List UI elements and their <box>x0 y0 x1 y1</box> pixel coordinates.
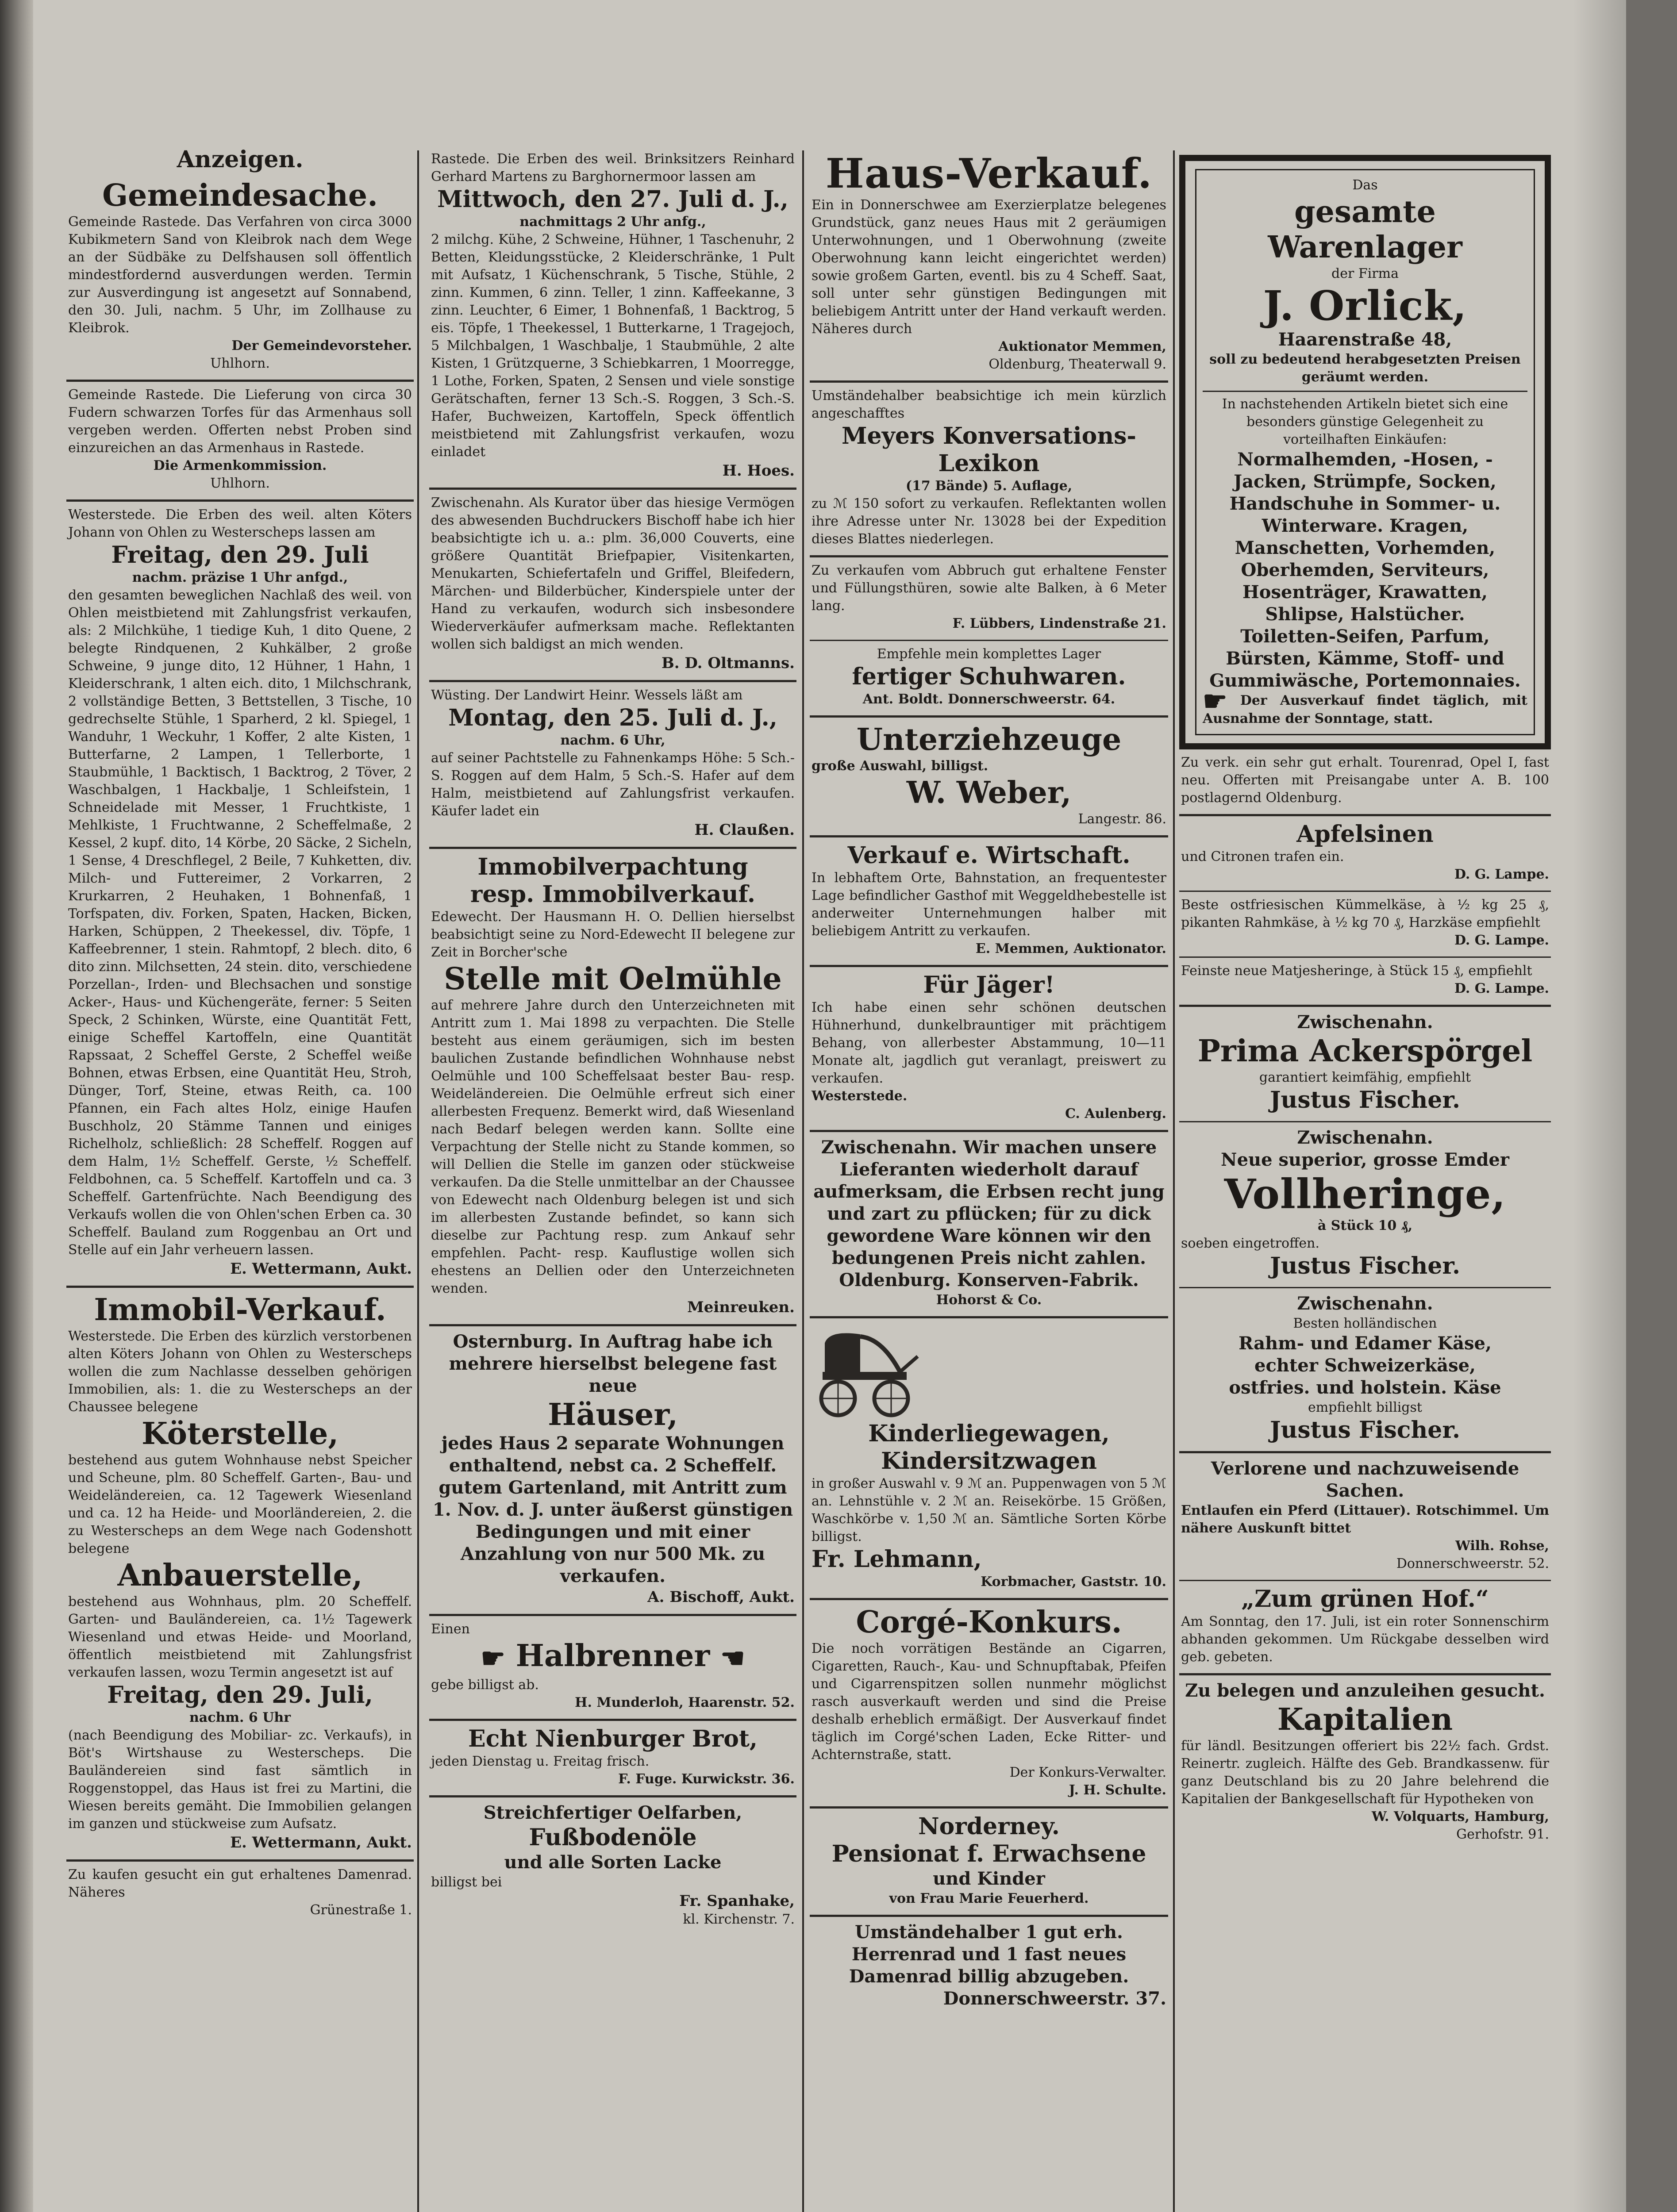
ad-signature: D. G. Lampe. <box>1454 867 1549 882</box>
ad-signature: Meinreuken. <box>687 1298 795 1316</box>
ad-place: Zwischenahn. <box>1297 1127 1433 1148</box>
ad-haeuser <box>429 1326 796 1616</box>
ad-signature-firm: Hohorst & Co. <box>936 1292 1042 1308</box>
section-title: Anzeigen. <box>177 146 304 173</box>
pointing-hand-icon: ☛ <box>481 1642 505 1674</box>
ad-halbrenner <box>429 1616 796 1721</box>
ad-unterziehzeuge <box>810 718 1168 837</box>
ad-signature: H. Munderloh, Haarenstr. 52. <box>575 1694 795 1710</box>
ad-place: Westerstede. <box>812 1088 908 1104</box>
ad-note-text: Der Ausverkauf findet täglich, mit Ausnahme der Sonntage, statt. <box>1203 693 1527 726</box>
ad-body: in großer Auswahl v. 9 ℳ an. Puppenwagen von 5 ℳ an. Lehnstühle v. 2 ℳ an. Reisekörbe. 15 Größen, Waschkörbe v. 1,50 ℳ an. Sämtliche Sorten Körbe billigst. <box>812 1476 1166 1544</box>
ad-body: billigst bei <box>431 1874 502 1890</box>
ad-price: à Stück 10 ₰, <box>1317 1218 1413 1233</box>
ad-signature: E. Memmen, Auktionator. <box>975 941 1166 956</box>
ad-intro: Osternburg. In Auftrag habe ich mehrere hierselbst belegene fast neue <box>449 1331 777 1396</box>
ad-body: Entlaufen ein Pferd (Littauer). Rotschimmel. Um nähere Auskunft bittet <box>1181 1503 1549 1536</box>
ad-address: Donnerschweerstr. 52. <box>1396 1556 1549 1571</box>
ad-item-body: bestehend aus gutem Wohnhause nebst Speicher und Scheune, plm. 80 Scheffelf. Garten-, Bau- und Weideländereien, ca. 12 Tagewerk Wiesenland und ca. 12 ha Heide- und Moorländereien, 2. die zu Westerscheps an dem Wege nach Godenshott belegene <box>68 1452 412 1556</box>
ad-address: Langestr. 86. <box>1078 811 1166 827</box>
ad-items: Normalhemden, -Hosen, -Jacken, Strümpfe, Socken, Handschuhe in Sommer- u. Winterware. Kragen, Manschetten, Vorhemden, Oberhemden, Serviteurs, Hosenträger, Krawatten, Shlipse, Halstücher. <box>1229 449 1501 625</box>
ad-title: Vollheringe, <box>1224 1170 1506 1218</box>
ad-time: nachm. 6 Uhr <box>189 1710 291 1725</box>
newspaper-page <box>33 0 1626 2212</box>
ad-apfelsinen <box>1179 816 1551 892</box>
ad-body: Besten holländischen <box>1293 1316 1437 1331</box>
ad-body: empfiehlt billigst <box>1308 1400 1422 1415</box>
pointing-hand-icon: ☚ <box>720 1642 745 1674</box>
ad-title: fertiger Schuhwaren. <box>852 663 1126 690</box>
ad-inner-frame <box>1195 169 1535 735</box>
ad-immobilverpachtung <box>429 849 796 1326</box>
ad-body: Am Sonntag, den 17. Juli, ist ein roter Sonnenschirm abhanden gekommen. Um Rückgabe desselben wird geb. gebeten. <box>1181 1614 1549 1665</box>
ad-body: gebe billigst ab. <box>431 1677 539 1693</box>
column-2 <box>429 146 796 2212</box>
ad-intro: Westerstede. Die Erben des weil. alten Köters Johann von Ohlen zu Westerscheps lassen am <box>68 507 412 540</box>
ad-body: für ländl. Besitzungen offeriert bis 22½ fach. Grdst. Reinertr. zugleich. Hälfte des Geb. Brandkassenw. für ganz Deutschland bis zu 20 Jahre belehrend die Kapitalien der Bankgesellschaft für Hypotheken von <box>1181 1738 1549 1807</box>
ad-title: Lexikon <box>938 450 1040 477</box>
ad-immobil-verkauf <box>66 1288 414 1862</box>
ad-line: und Kinder <box>933 1868 1045 1889</box>
ad-kaese-lampe <box>1179 892 1551 958</box>
ad-signature: E. Wettermann, Aukt. <box>230 1260 412 1278</box>
ad-damenrad <box>66 1862 414 1926</box>
ad-body: garantiert keimfähig, empfiehlt <box>1259 1070 1471 1085</box>
ad-verlorene-sachen <box>1179 1453 1551 1581</box>
ad-date: Montag, den 25. Juli d. J., <box>448 704 777 731</box>
ad-title: Haus-Verkauf. <box>825 150 1153 197</box>
ad-signature: Ant. Boldt. Donnerschweerstr. 64. <box>862 691 1115 707</box>
ad-address: Gerhofstr. 91. <box>1456 1827 1549 1842</box>
ad-signature: C. Aulenberg. <box>1065 1106 1166 1121</box>
column-4 <box>1179 146 1551 2212</box>
ad-signature: A. Bischoff, Aukt. <box>647 1588 795 1606</box>
ad-body: In lebhaftem Orte, Bahnstation, an frequentester Lage befindlicher Gasthof mit Weggeldhebestelle ist anderweiter Unternehmungen halber mit beliebigem Antritt zu verkaufen. <box>812 870 1166 939</box>
ad-date: Freitag, den 29. Juli <box>111 541 369 568</box>
ad-signature: Justus Fischer. <box>1269 1417 1461 1444</box>
ad-title: Meyers Konversations- <box>841 422 1137 449</box>
ad-nienburger-brot <box>429 1721 796 1797</box>
ad-signature: W. Volquarts, Hamburg, <box>1371 1809 1549 1824</box>
ad-body: auf mehrere Jahre durch den Unterzeichneten mit Antritt zum 1. Mai 1898 zu verpachten. Die Stelle besteht aus einem geräumigen, sich im besten baulichen Zustande befindlichen Wohnhause nebst Oelmühle und 100 Scheffelsaat bester Bau- resp. Weideländereien. Die Oelmühle erfreut sich einer allerbesten Frequenz. Bemerkt wird, daß Wiesenland nach Bedarf belegen werden kann. Sollte eine Verpachtung der Stelle nicht zu Stande kommen, so will Dellien die Stelle im ganzen oder stückweise verkaufen. Da die Stelle unmittelbar an der Chaussee von Edewecht nach Oldenburg belegen ist und sich im allerbesten Zustande befindet, so kann sich dieselbe zur Pachtung resp. zum Ankauf sehr empfehlen. Pacht- resp. Kauflustige wollen sich ehestens an Dellien oder den Unterzeichneten wenden. <box>431 998 795 1296</box>
ad-fuer-jaeger <box>810 967 1168 1132</box>
ad-signature: Justus Fischer. <box>1269 1087 1461 1114</box>
ad-date: Freitag, den 29. Juli, <box>107 1682 373 1709</box>
ad-items: Toiletten-Seifen, Parfum, Bürsten, Kämme, Stoff- und Gummiwäsche, Portemonnaies. <box>1209 626 1521 691</box>
ad-note <box>1203 685 1527 728</box>
ad-body: (nach Beendigung des Mobiliar- zc. Verkaufs), in Böt's Wirtshause zu Westerscheps. Die Bauländereien sind fast sämtlich in Roggenstoppel, das Haus ist frei zu Martini, die Wiesen bereits gemäht. Die Immobilien gelangen im ganzen und stückweise zum Aufsatz. <box>68 1728 412 1832</box>
ad-item-body: bestehend aus Wohnhaus, plm. 20 Scheffelf. Garten- und Bauländereien, ca. 1½ Tagewerk Wiesenland und etwas Heide- und Moorland, öffentlich meistbietend mit Zahlungsfrist verkaufen lassen, wozu Termin angesetzt ist auf <box>68 1594 412 1680</box>
pointing-hand-icon: ☛ <box>1203 685 1227 717</box>
ad-body: zu ℳ 150 sofort zu verkaufen. Reflektanten wollen ihre Adresse unter Nr. 13028 bei der Expedition dieses Blattes niederlegen. <box>812 496 1166 547</box>
ad-signature: Der Gemeindevorsteher. <box>231 338 412 353</box>
ad-torf <box>66 382 414 502</box>
ad-address: Haarenstraße 48, <box>1278 329 1452 350</box>
ad-time: nachmittags 2 Uhr anfg., <box>519 214 706 230</box>
ad-signature: D. G. Lampe. <box>1454 981 1549 996</box>
ad-martens-auction <box>429 146 796 490</box>
ad-body: jeden Dienstag u. Freitag frisch. <box>431 1753 650 1769</box>
ad-title: Norderney. <box>918 1813 1060 1840</box>
baby-carriage-icon <box>812 1325 922 1418</box>
ad-signature: Auktionator Memmen, <box>998 339 1166 354</box>
column-rule <box>417 150 419 2212</box>
ad-kapitalien <box>1179 1675 1551 1851</box>
ad-title: Verkauf e. Wirtschaft. <box>847 842 1131 869</box>
ad-firm-label: der Firma <box>1331 266 1399 281</box>
ad-signature: B. D. Oltmanns. <box>661 654 795 672</box>
ad-title: Apfelsinen <box>1296 821 1434 848</box>
ad-signature: H. Hoes. <box>722 462 795 480</box>
ad-title: Immobil-Verkauf. <box>94 1292 386 1328</box>
ad-intro: Edewecht. Der Hausmann H. O. Dellien hierselbst beabsichtigt seine zu Nord-Edewecht II belegene zur Zeit in Borcher'sche <box>431 909 795 960</box>
ad-intro: Wüsting. Der Landwirt Heinr. Wessels läßt am <box>431 687 743 703</box>
ad-signature-address: Oldenburg, Theaterwall 9. <box>989 357 1166 372</box>
ad-kinderwagen <box>810 1318 1168 1600</box>
column-3 <box>810 146 1168 2212</box>
scan-binding-edge <box>0 0 33 2212</box>
ad-oelfarben <box>429 1797 796 1936</box>
ad-title: Gemeindesache. <box>102 178 378 213</box>
column-rule <box>1173 150 1175 2212</box>
ad-title: „Zum grünen Hof.“ <box>1241 1586 1489 1613</box>
ad-line: Rahm- und Edamer Käse, <box>1239 1333 1492 1354</box>
ad-subtitle: (17 Bände) 5. Auflage, <box>905 478 1073 494</box>
ad-gruener-hof <box>1179 1581 1551 1675</box>
ad-ackerspoergel <box>1179 1007 1551 1122</box>
ad-title-row <box>431 1638 795 1676</box>
ad-body: Zwischenahn. Wir machen unsere Lieferanten wiederholt darauf aufmerksam, die Erbsen recht jung und zart zu pflücken; für zu dick gewordene Ware können wir den bedungenen Preis nicht zahlen. <box>813 1137 1165 1268</box>
ad-place: Zwischenahn. <box>1297 1012 1433 1033</box>
ad-signature-name: J. H. Schulte. <box>1069 1782 1166 1798</box>
ad-body: Zu verk. ein sehr gut erhalt. Tourenrad, Opel I, fast neu. Offerten mit Preisangabe unter A. B. 100 postlagernd Oldenburg. <box>1181 755 1549 806</box>
ad-schuhwaren <box>810 641 1168 718</box>
ad-line: soll zu bedeutend herabgesetzten Preisen geräumt werden. <box>1209 352 1521 385</box>
ad-signature: Fr. Lehmann, <box>812 1546 982 1573</box>
ad-body: auf seiner Pachtstelle zu Fahnenkamps Höhe: 5 Sch.-S. Roggen auf dem Halm, 5 Sch.-S. Hafer auf dem Halm, meistbietend auf Zahlungsfrist verkaufen. Käufer ladet ein <box>431 750 795 819</box>
ad-signature: Oldenburg. Konserven-Fabrik. <box>839 1270 1139 1290</box>
ad-signature: Wilh. Rohse, <box>1455 1538 1549 1554</box>
ad-fenster <box>810 557 1168 641</box>
ad-intro: Westerstede. Die Erben des kürzlich verstorbenen alten Köters Johann von Ohlen zu Westerscheps wollen die zum Nachlasse desselben gehörigen Immobilien, als: 1. die zu Westerscheps an der Chaussee belegene <box>68 1329 412 1415</box>
ad-signature: D. G. Lampe. <box>1454 933 1549 948</box>
ad-title: Kinderliegewagen, <box>868 1420 1110 1447</box>
ad-firm: J. Orlick, <box>1263 282 1467 330</box>
ad-title: Halbrenner <box>515 1638 710 1674</box>
ad-body: jedes Haus 2 separate Wohnungen enthaltend, nebst ca. 2 Scheffelf. gutem Gartenland, mit Antritt zum 1. Nov. d. J. unter äußerst günstigen Bedingungen und mit einer Anzahlung von nur 500 Mk. zu verkaufen. <box>432 1433 793 1586</box>
ad-tourenrad <box>1179 749 1551 816</box>
ad-address: Donnerschweerstr. 37. <box>943 1988 1166 2009</box>
column-rule <box>802 150 804 2212</box>
ad-signature: F. Fuge. Kurwickstr. 36. <box>618 1771 795 1787</box>
ad-signature: Fr. Spanhake, <box>679 1892 795 1910</box>
ad-small: Das <box>1352 177 1378 193</box>
ad-von-ohlen-auction <box>66 502 414 1288</box>
ad-body: große Auswahl, billigst. <box>812 758 989 774</box>
ad-body: soeben eingetroffen. <box>1181 1236 1320 1251</box>
ad-signature: F. Lübbers, Lindenstraße 21. <box>952 616 1166 631</box>
column-1 <box>66 146 414 2212</box>
ad-title: Häuser, <box>548 1397 678 1432</box>
ad-time: nachm. präzise 1 Uhr anfgd., <box>132 570 348 585</box>
ad-title: gesamte Warenlager <box>1268 194 1462 265</box>
ad-matjesheringe <box>1179 958 1551 1007</box>
ad-title: Kindersitzwagen <box>881 1448 1097 1475</box>
ad-body: Feinste neue Matjesheringe, à Stück 15 ₰, empfiehlt <box>1181 963 1532 979</box>
ad-signature: Der Konkurs-Verwalter. <box>1009 1765 1166 1780</box>
ad-body: und Citronen trafen ein. <box>1181 849 1344 864</box>
ad-place: Zwischenahn. <box>1297 1293 1433 1314</box>
ad-signature: W. Weber, <box>906 775 1072 810</box>
ad-intro: Umständehalber beabsichtige ich mein kürzlich angeschafftes <box>812 388 1166 421</box>
ad-body: Gemeinde Rastede. Die Lieferung von circa 30 Fudern schwarzen Torfes für das Armenhaus soll vergeben werden. Offerten nebst Proben sind einzureichen an das Armenhaus in Rastede. <box>68 387 412 456</box>
ad-haus-verkauf <box>810 146 1168 383</box>
ad-signature-name: Uhlhorn. <box>210 356 270 371</box>
ad-signature: E. Wettermann, Aukt. <box>230 1834 412 1851</box>
ad-title: Zu belegen und anzuleihen gesucht. <box>1185 1680 1545 1701</box>
ad-line: und alle Sorten Lacke <box>504 1851 722 1873</box>
ad-intro: Empfehle mein komplettes Lager <box>877 646 1101 662</box>
ad-item-title: Anbauerstelle, <box>117 1558 363 1593</box>
ad-body: Die noch vorrätigen Bestände an Cigarren, Cigaretten, Rauch-, Kau- und Schnupftabak, Pfeifen und Cigarrenspitzen sollen nunmehr möglichst rasch ausverkauft werden und sind die Preise deshalb erheblich ermäßigt. Der Ausverkauf findet täglich im Corgé'schen Laden, Ecke Ritter- und Achternstraße, statt. <box>812 1641 1166 1763</box>
ad-signature: Justus Fischer. <box>1269 1252 1461 1279</box>
ad-address: Korbmacher, Gaststr. 10. <box>981 1574 1166 1590</box>
ad-title: Unterziehzeuge <box>856 722 1122 757</box>
ad-title: Stelle mit Oelmühle <box>444 961 782 997</box>
ad-herrenrad <box>810 1917 1168 2017</box>
ad-title: Prima Ackerspörgel <box>1197 1033 1533 1069</box>
ad-title: Echt Nienburger Brot, <box>468 1725 758 1752</box>
page-shadow <box>1573 0 1626 2212</box>
ad-line: ostfries. und holstein. Käse <box>1229 1377 1501 1398</box>
ad-line: Fußbodenöle <box>529 1824 697 1851</box>
ad-body: Beste ostfriesischen Kümmelkäse, à ½ kg 25 ₰, pikanten Rahmkäse, à ½ kg 70 ₰, Harzkäse empfiehlt <box>1181 897 1549 930</box>
ad-item-title: Köterstelle, <box>141 1416 339 1452</box>
ad-wessels <box>429 682 796 849</box>
ad-bischoff-kurator <box>429 490 796 682</box>
ad-body: In nachstehenden Artikeln bietet sich eine besonders günstige Gelegenheit zu vorteilhaften Einkäufen: <box>1203 391 1527 449</box>
ad-gemeindesache <box>66 173 414 382</box>
ad-big-title: Kapitalien <box>1277 1702 1453 1737</box>
ad-date: Mittwoch, den 27. Juli d. J., <box>437 186 788 213</box>
ad-line: Neue superior, grosse Emder <box>1221 1149 1509 1170</box>
ad-body: den gesamten beweglichen Nachlaß des weil. von Ohlen meistbietend mit Zahlungsfrist verkaufen, als: 2 Milchkühe, 1 tiedige Kuh, 1 dito Quene, 2 belegte Rindquenen, 2 Kuhkälber, 2 große Schweine, 9 junge dito, 12 Hühner, 1 Hahn, 1 Kleiderschrank, 1 alten eich. dito, 1 Milchschrank, 2 vollständige Betten, 3 Bettstellen, 3 Tische, 10 gedrechselte Stühle, 1 Sparherd, 2 kl. Spiegel, 1 Wanduhr, 1 Weckuhr, 1 Koffer, 2 alte Kisten, 1 Butterfarne, 2 Lampen, 1 Tellerborte, 1 Staubmühle, 1 Backtisch, 1 Backtrog, 2 Töver, 2 Waschbalgen, 1 Hackbalje, 1 Schleifstein, 1 Schneidelade mit Messer, 1 Fruchtkiste, 1 Mehlkiste, 1 Fruchtwanne, 2 Scheffelmaße, 2 Kessel, 2 kupf. dito, 14 Körbe, 20 Säcke, 2 Sicheln, 1 Sense, 4 Dreschflegel, 2 Beile, 7 Kuhketten, div. Milch- und Futtereimer, 2 Vorkarren, 2 Krurkarren, 2 Heuhaken, 1 Bohnenfaß, 1 Torfspaten, div. Forken, Spaten, Hacken, Bicken, Harken, Schüppen, 2 Theekessel, div. Töpfe, 1 Kaffeebrenner, 1 stein. Rahmtopf, 2 blech. dito, 6 dito zinn. Milchsetten, 24 stein. dito, verschiedene Porzellan-, Irden- und Blechsachen und sonstige Acker-, Haus- und Küchengeräte, ferner: 5 Seiten Speck, 2 Schinken, Würste, eine Quantität Fett, einige Scheffel Kartoffeln, eine Quantität Rapssaat, 2 Scheffel Gerste, 2 Scheffel weiße Bohnen, etwas Erbsen, eine Quantität Heu, Stroh, Dünger, Torf, Steine, etwas Reith, ca. 100 Pfannen, ein Fach altes Holz, einige Haufen Buschholz, 20 Stämme Tannen und einiges Richelholz, schließlich: 28 Scheffelf. Roggen auf dem Halm, 1½ Scheffelf. Gerste, ½ Scheffelf. Feldbohnen, ca. 5 Scheffelf. Kartoffeln und ca. 3 Scheffelf. Gartenfrüchte. Nach Beendigung des Verkaufs wollen die von Ohlen'schen Erben ca. 30 Scheffelf. Bauland zum Roggenbau an Ort und Stelle auf ein Jahr verheuern lassen. <box>68 588 412 1258</box>
ad-meyers-lexikon <box>810 383 1168 557</box>
ad-title: Immobilverpachtung <box>477 853 748 880</box>
ad-corge-konkurs <box>810 1600 1168 1809</box>
ad-body: Ein in Donnerschwee am Exerzierplatze belegenes Grundstück, ganz neues Haus mit 2 geräumigen Unterwohnungen, und 1 Oberwohnung (zweite Oberwohnung kann leicht eingerichtet werden) sowie großem Garten, eventl. bis zu 4 Scheff. Saat, soll unter sehr günstigen Bedingungen mit beliebigem Antritt unter der Hand verkauft werden. Näheres durch <box>812 197 1166 337</box>
ad-line: Pensionat f. Erwachsene <box>831 1840 1146 1867</box>
ad-title: Verlorene und nachzuweisende Sachen. <box>1211 1458 1519 1501</box>
ad-body: Gemeinde Rastede. Das Verfahren von circa 3000 Kubikmetern Sand von Kleibrok nach dem Wege an der Südbäke zu Delfshausen soll öffentlich mindestfordernd ausverdungen werden. Termin zur Ausverdingung ist angesetzt auf Sonnabend, den 30. Juli, nachm. 5 Uhr, im Zollhause zu Kleibrok. <box>68 214 412 336</box>
ad-body: Zu verkaufen vom Abbruch gut erhaltene Fenster und Füllungsthüren, sowie alte Balken, à 6 Meter lang. <box>812 563 1166 614</box>
ad-vollheringe <box>1179 1122 1551 1288</box>
ad-signature: von Frau Marie Feuerherd. <box>889 1891 1089 1906</box>
ad-signature-name: Uhlhorn. <box>210 476 270 491</box>
ad-intro: Rastede. Die Erben des weil. Brinksitzers Reinhard Gerhard Martens zu Barghornermoor lassen am <box>431 151 795 184</box>
ad-body: Umständehalber 1 gut erh. Herrenrad und 1 fast neues Damenrad billig abzugeben. <box>849 1922 1129 1987</box>
ad-address: Grünestraße 1. <box>310 1902 412 1918</box>
ad-signature: H. Claußen. <box>694 821 795 839</box>
ad-line: Streichfertiger Oelfarben, <box>483 1802 742 1823</box>
ad-title: resp. Immobilverkauf. <box>470 881 756 908</box>
ad-kaese-fischer <box>1179 1288 1551 1453</box>
ad-line: echter Schweizerkäse, <box>1254 1355 1476 1376</box>
ad-konserven <box>810 1132 1168 1318</box>
ad-small: Einen <box>431 1621 470 1637</box>
ad-address: kl. Kirchenstr. 7. <box>683 1911 795 1927</box>
ad-body: Zu kaufen gesucht ein gut erhaltenes Damenrad. Näheres <box>68 1867 412 1900</box>
ad-body: Ich habe einen sehr schönen deutschen Hühnerhund, dunkelbrauntiger mit prächtigem Behang, von allerbester Abstammung, 10—11 Monate alt, jagdlich gut veranlagt, preiswert zu verkaufen. <box>812 1000 1166 1086</box>
ad-body: Zwischenahn. Als Kurator über das hiesige Vermögen des abwesenden Buchdruckers Bischoff habe ich hier beabsichtigte ich u. a.: plm. 36,000 Couverts, eine größere Quantität Briefpapier, Visitenkarten, Menukarten, Schiefertafeln und Griffel, Bleifedern, Märchen- und Bilderbücher, Kinderspiele unter der Hand zu verkaufen, wodurch sich insbesondere Wiederverkäufer aufmerksam mache. Reflektanten wollen sich baldigst an mich wenden. <box>431 495 795 652</box>
ad-body: 2 milchg. Kühe, 2 Schweine, Hühner, 1 Taschenuhr, 2 Betten, Kleidungsstücke, 2 Kleiderschränke, 1 Pult mit Aufsatz, 1 Küchenschrank, 5 Tische, Stühle, 2 zinn. Kummen, 6 zinn. Teller, 1 zinn. Kaffeekanne, 3 zinn. Leuchter, 6 Eimer, 1 Bohnenfaß, 1 Backtrog, 5 eis. Töpfe, 1 Theekessel, 1 Butterkarne, 1 Tragejoch, 5 Milchbalgen, 1 Waschbalje, 1 Staubmühle, 2 alte Kisten, 1 Grützquerne, 3 Schiebkarren, 1 Moorregge, 1 Lothe, Forken, Spaten, 2 Sensen und viele sonstige Gerätschaften, ferner 13 Sch.-S. Roggen, 3 Sch.-S. Hafer, Buchweizen, Kartoffeln, Speck öffentlich meistbietend mit Zahlungsfrist verkaufen, wozu einladet <box>431 232 795 460</box>
ad-title: Corgé-Konkurs. <box>856 1605 1122 1640</box>
ad-title: Für Jäger! <box>923 972 1055 998</box>
ad-time: nachm. 6 Uhr, <box>560 733 665 748</box>
ad-wirtschaft <box>810 837 1168 967</box>
ad-norderney <box>810 1809 1168 1917</box>
ad-orlick-warenlager <box>1179 155 1551 749</box>
ad-signature: Die Armenkommission. <box>153 458 327 473</box>
